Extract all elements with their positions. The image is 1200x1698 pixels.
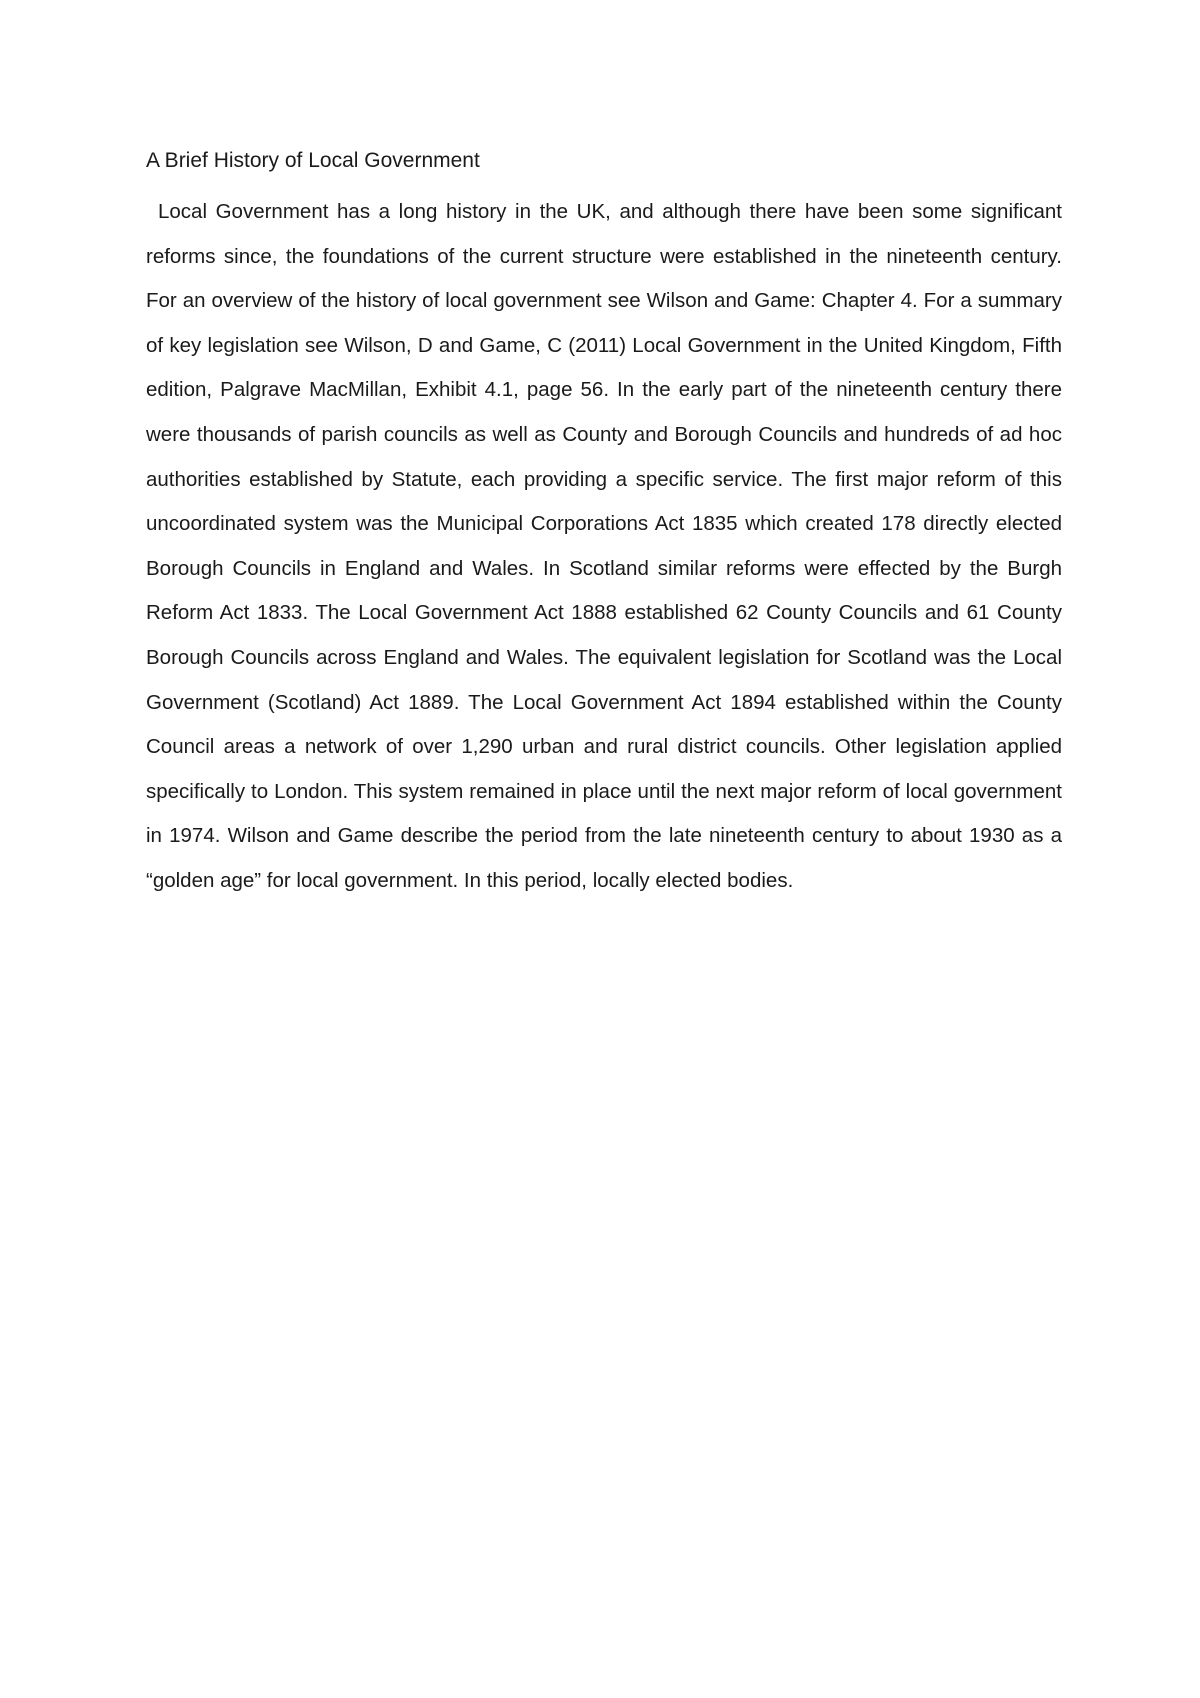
document-body-paragraph: Local Government has a long history in the UK, and although there have been some significant reforms since, the foundations of the current structure were established in the nineteenth century. For an overview of the history of local government see Wilson and Game: Chapter 4. For a summary of key legislation see Wilson, D and Game, C (2011) Local Government in the United Kingdom, Fifth edition, Palgrave MacMillan, Exhibit 4.1, page 56. In the early part of the nineteenth century there were thousands of parish councils as well as County and Borough Councils and hundreds of ad hoc authorities established by Statute, each providing a specific service. The first major reform of this uncoordinated system was the Municipal Corporations Act 1835 which created 178 directly elected Borough Councils in England and Wales. In Scotland similar reforms were effected by the Burgh Reform Act 1833. The Local Government Act 1888 established 62 County Councils and 61 County Borough Councils across England and Wales. The equivalent legislation for Scotland was the Local Government (Scotland) Act 1889. The Local Government Act 1894 established within the County Council areas a network of over 1,290 urban and rural district councils. Other legislation applied specifically to London. This system remained in place until the next major reform of local government in 1974. Wilson and Game describe the period from the late nineteenth century to about 1930 as a “golden age” for local government. In this period, locally elected bodies.	[146, 200, 1062, 892]
document-title: A Brief History of Local Government	[146, 149, 480, 172]
